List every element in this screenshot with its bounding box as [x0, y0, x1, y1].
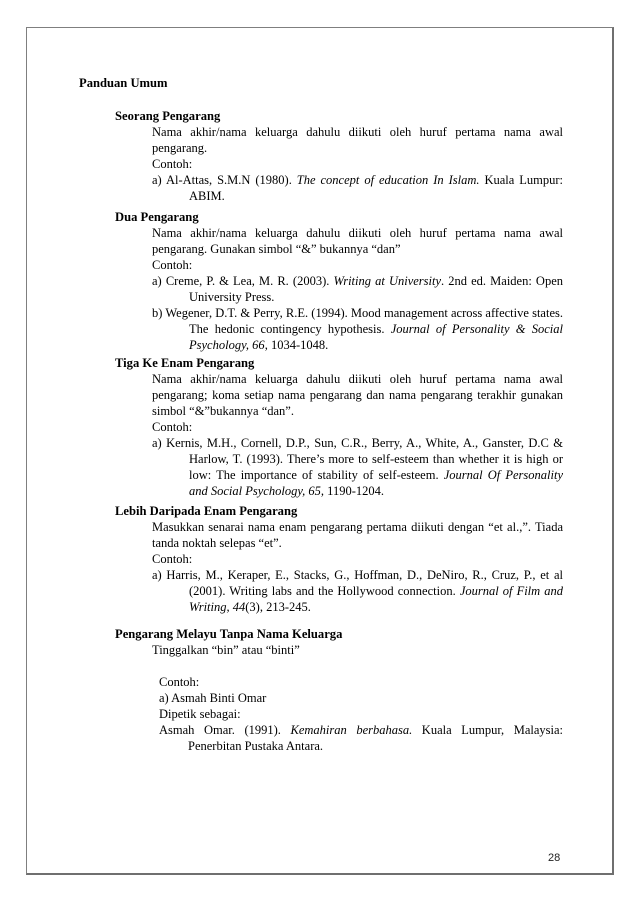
ref-text: (3), 213-245. [245, 600, 311, 614]
ref-text: a) Kernis, M.H., Cornell, D.P., Sun, C.R., Berry, A., White, A., Ganster, D.C & Harlow, T. (1993). There’s more to self-esteem than whether it is high or low: The importance of stability of self-esteem. [152, 436, 563, 482]
ref-italic: Journal of Personality & Social Psychology, 66 [189, 322, 563, 352]
description: Masukkan senarai nama enam pengarang pertama diikuti dengan “et al.,”. Tiada tanda noktah selepas “et”. [152, 520, 563, 550]
example-item-a: a) Asmah Binti Omar [159, 691, 267, 705]
section-dua-pengarang [115, 209, 563, 353]
section-title: Pengarang Melayu Tanpa Nama Keluarga [115, 627, 343, 641]
page-number: 28 [548, 852, 561, 864]
ref-italic: Journal of Film and Writing, 44 [189, 584, 564, 614]
description: Nama akhir/nama keluarga dahulu diikuti oleh huruf pertama nama awal pengarang. [152, 125, 563, 155]
reference-a [152, 435, 563, 499]
ref-text: Kuala Lumpur: ABIM. [189, 173, 563, 203]
section-tiga-ke-enam-pengarang [115, 355, 563, 499]
section-body [152, 124, 563, 204]
ref-text: a) Al-Attas, S.M.N (1980). [152, 173, 297, 187]
section-body [152, 519, 563, 615]
ref-text: a) Harris, M., Keraper, E., Stacks, G., Hoffman, D., DeNiro, R., Cruz, P., et al (2001). Writing labs and the Hollywood connection. [152, 568, 563, 598]
section-body [152, 642, 563, 754]
section-title: Lebih Daripada Enam Pengarang [115, 504, 298, 518]
section-title: Tiga Ke Enam Pengarang [115, 356, 255, 370]
blank-line [152, 658, 563, 674]
description: Tinggalkan “bin” atau “binti” [152, 643, 300, 657]
page-heading: Panduan Umum [79, 76, 168, 90]
ref-italic: Journal Of Personality and Social Psychology, 65, [189, 468, 563, 498]
section-seorang-pengarang [115, 108, 563, 204]
ref-text: a) Creme, P. & Lea, M. R. (2003). [152, 274, 334, 288]
section-lebih-daripada-enam-pengarang [115, 503, 563, 615]
section-pengarang-melayu [115, 626, 563, 754]
ref-text: . 2nd ed. Maiden: Open University Press. [189, 274, 563, 304]
description: Nama akhir/nama keluarga dahulu diikuti oleh huruf pertama nama awal pengarang. Gunakan simbol “&” bukannya “dan” [152, 226, 563, 256]
contoh-label: Contoh: [159, 675, 200, 689]
ref-text: 1190-1204. [324, 484, 384, 498]
section-title: Dua Pengarang [115, 210, 199, 224]
contoh-label: Contoh: [152, 420, 193, 434]
ref-italic: Kemahiran berbahasa. [290, 723, 413, 737]
contoh-label: Contoh: [152, 552, 193, 566]
reference-a [152, 273, 563, 305]
ref-text: Kuala Lumpur, Malaysia: Penerbitan Pustaka Antara. [188, 723, 563, 753]
dipetik-label: Dipetik sebagai: [159, 707, 241, 721]
contoh-label: Contoh: [152, 258, 193, 272]
ref-italic: The concept of education In Islam. [296, 173, 480, 187]
ref-text: Asmah Omar. (1991). [159, 723, 291, 737]
reference-b [152, 305, 563, 353]
reference-a [152, 172, 563, 204]
ref-text: b) Wegener, D.T. & Perry, R.E. (1994). Mood management across affective states. The hedonic contingency hypothesis. [152, 306, 563, 336]
contoh-label: Contoh: [152, 157, 193, 171]
section-body [152, 225, 563, 353]
ref-text: , 1034-1048. [264, 338, 329, 352]
reference-a [152, 567, 563, 615]
reference [152, 722, 563, 754]
section-title: Seorang Pengarang [115, 109, 221, 123]
description: Nama akhir/nama keluarga dahulu diikuti oleh huruf pertama nama awal pengarang; koma setiap nama pengarang dan nama pengarang terakhir gunakan simbol “&”bukannya “dan”. [152, 372, 563, 418]
section-body [152, 371, 563, 499]
ref-italic: Writing at University [333, 274, 442, 288]
